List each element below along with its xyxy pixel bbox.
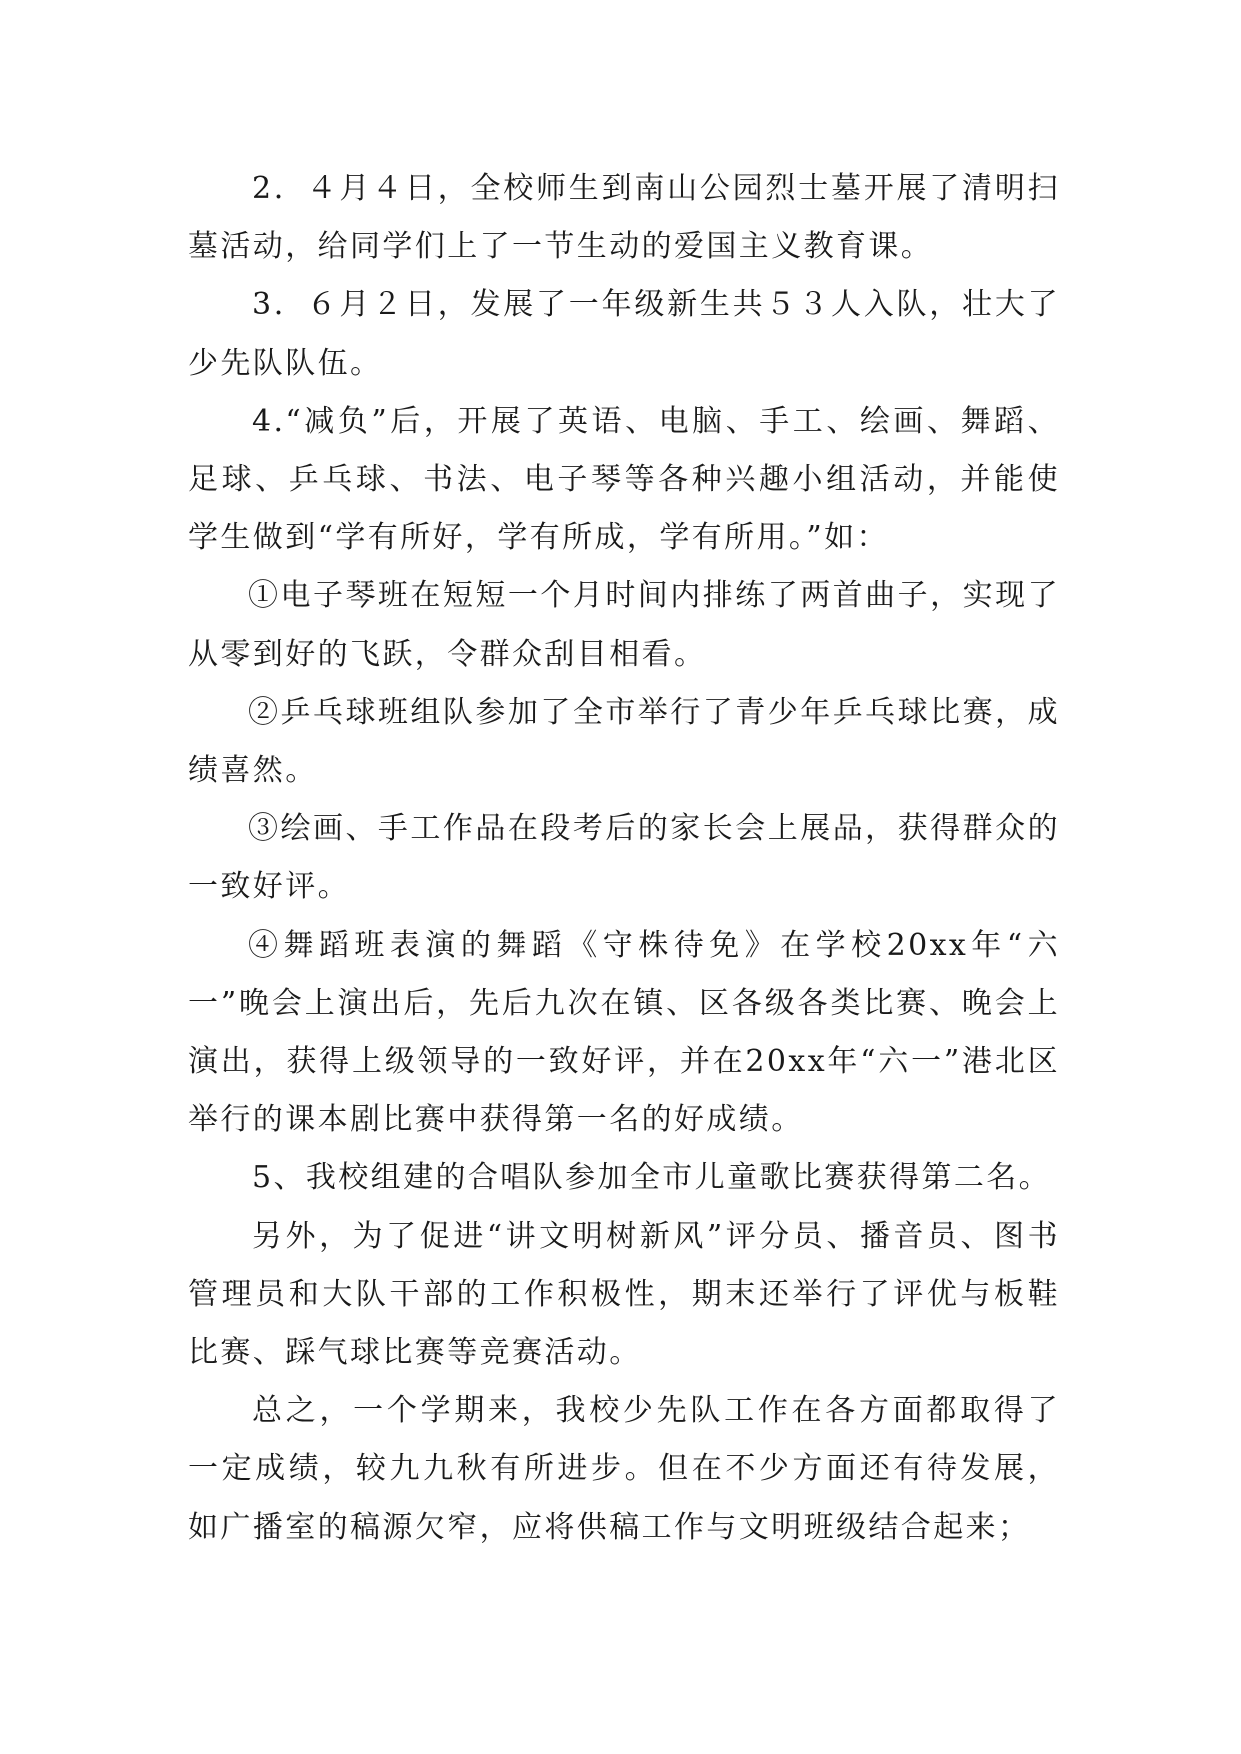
paragraph-table-tennis: ②乒乓球班组队参加了全市举行了青少年乒乓球比赛，成绩喜然。: [188, 694, 1060, 789]
paragraph-summary: 总之，一个学期来，我校少先队工作在各方面都取得了一定成绩，较九九秋有所进步。但在不少方面还有待发展，如广播室的稿源欠窄，应将供稿工作与文明班级结合起来；: [188, 1393, 1060, 1545]
paragraph-dance-class: ④舞蹈班表演的舞蹈《守株待免》在学校20xx年“六一”晚会上演出后，先后九次在镇、区各级各类比赛、晚会上演出，获得上级领导的一致好评，并在20xx年“六一”港北区举行的课本剧比赛中获得第一名的好成绩。: [188, 927, 1060, 1138]
paragraph-new-members: 3．６月２日，发展了一年级新生共５３人入队，壮大了少先队队伍。: [188, 287, 1060, 381]
paragraph-interest-groups: 4.“减负”后，开展了英语、电脑、手工、绘画、舞蹈、足球、乒乓球、书法、电子琴等各种兴趣小组活动，并能使学生做到“学有所好，学有所成，学有所用。”如：: [188, 403, 1060, 556]
document-body: [188, 160, 1060, 1557]
paragraph-qingming-activity: 2．４月４日，全校师生到南山公园烈士墓开展了清明扫墓活动，给同学们上了一节生动的爱国主义教育课。: [188, 171, 1060, 265]
paragraph-other-activities: 另外，为了促进“讲文明树新风”评分员、播音员、图书管理员和大队干部的工作积极性，期末还举行了评优与板鞋比赛、踩气球比赛等竞赛活动。: [188, 1218, 1060, 1371]
paragraph-choir: 5、我校组建的合唱队参加全市儿童歌比赛获得第二名。: [252, 1160, 1052, 1196]
paragraph-artwork: ③绘画、手工作品在段考后的家长会上展品，获得群众的一致好评。: [188, 811, 1060, 905]
paragraph-keyboard-class: ①电子琴班在短短一个月时间内排练了两首曲子，实现了从零到好的飞跃，令群众刮目相看。: [188, 578, 1060, 672]
